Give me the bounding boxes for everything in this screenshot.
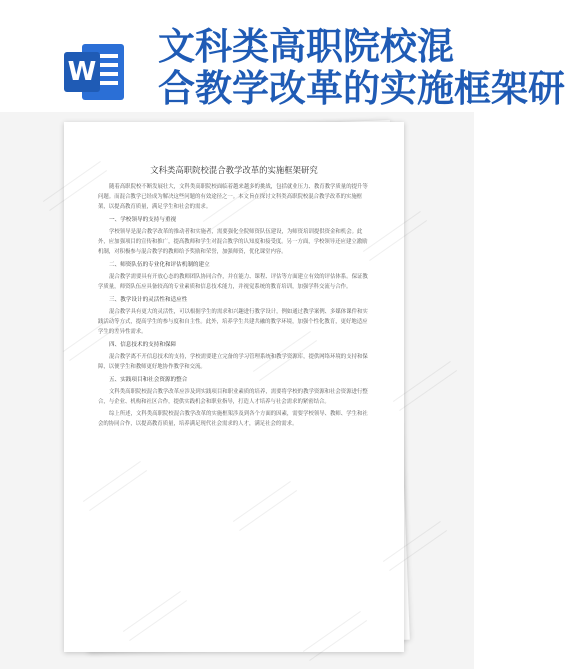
word-document-icon [60,38,128,106]
banner [0,0,565,115]
section-heading: 三、教学设计的灵活性和适应性 [109,297,188,303]
document-body [98,182,370,431]
banner-title-line-2: 合教学改革的实施框架研 [158,67,565,110]
section-heading: 四、信息技术的支持和保障 [109,342,177,348]
body-paragraph: 混合教学具有更大的灵活性，可以根据学生的需求和兴趣进行教学设计，例如通过教学案例、多媒体课件和实践活动等方式，提高学生的参与度和自主性。此外，培养学生共建共融的教学环境，加强个性化教育，更好地适应学生的差异性需求。 [98,309,368,335]
body-paragraph: 综上所述，文科类高职院校混合教学改革的实施框架涉及到各个方面的因素，需要学校领导、教师、学生和社会的协同合作，以提高教育质量，培养满足现代社会需求的人才，满足社会的需求。 [98,411,368,427]
section-heading: 二、师资队伍的专业化和评估机制的建立 [109,262,210,268]
section-heading: 五、实践项目和社会资源的整合 [109,377,188,383]
banner-title [158,25,565,110]
document-title: 文科类高职院校混合教学改革的实施框架研究 [150,165,318,175]
section-heading: 一、学校领导的支持与重视 [109,217,177,223]
body-paragraph: 混合教学离不开信息技术的支持，学校需要建立完备的学习管理系统和教学资源库，提供网络环境的支持和保障，以便学生和教师更好地协作教学和交流。 [98,354,368,370]
body-paragraph: 文科类高职院校混合教学改革应涉及到实践项目和职业素质的培养，需要将学校的教学资源和社会资源进行整合，与企业、机构和社区合作，提供实践机会和职业指导，打造人才培养与社会需求的紧密结合。 [98,389,368,405]
body-paragraph: 混合教学需要具有开放心态的教师团队协同合作，并在能力、课程、评估等方面建立有效的评估体系。保证教学质量，师资队伍应具备较高的专业素质和信息技术能力，并视觉系统的教育培训，加强学科交流与合作。 [98,274,368,290]
logo-letter: W [67,57,97,87]
body-paragraph: 学校领导是混合教学改革的推动者和实施者，需要强化全院师资队伍建设，为师资培训提供资金和机会。此外，应加强项目的宣传和推广，提高教师和学生对混合教学的认知度和接受度。另一方面，学校领导还应建立激励机制，对积极参与混合教学的教师给予奖励和荣誉，加强师资，优化课堂内容。 [98,229,368,255]
body-paragraph: 随着高职院校不断发展壮大，文科类高职院校面临着越来越多的挑战，包括就业压力、教育教学质量的提升等问题。而混合教学已经成为解决这些问题的有效途径之一。本文旨在探讨文科类高职院校混合教学改革的实施框架，以提高教育质量，满足学生和社会的需求。 [98,184,368,210]
banner-title-line-1: 文科类高职院校混 [158,25,454,68]
